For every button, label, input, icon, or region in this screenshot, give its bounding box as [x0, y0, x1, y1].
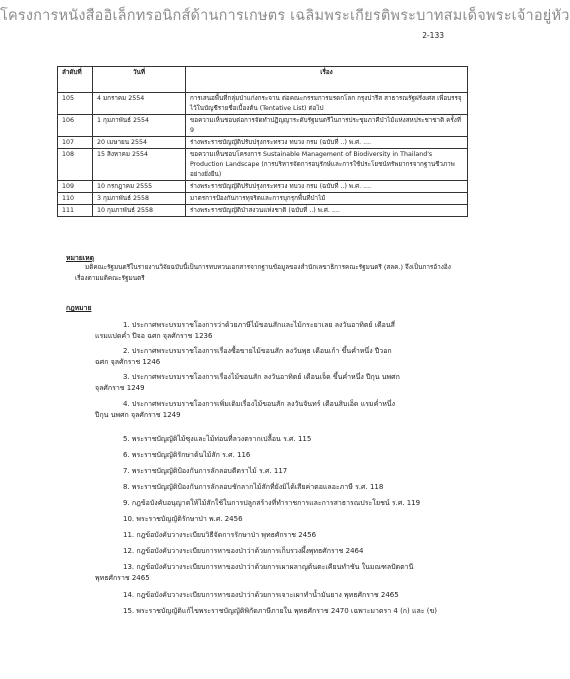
row-subject: มาตรการป้องกันการทุจริตและการบุกรุกพื้นที่ป่าไม้: [186, 193, 468, 205]
row-subject: ร่างพระราชบัญญัติปรับปรุงกระทรวง ทบวง กรม (ฉบับที่ ..) พ.ศ. ....: [186, 181, 468, 193]
row-date: 4 มกราคม 2554: [93, 93, 186, 115]
column-header-subject: เรื่อง: [186, 67, 468, 93]
remark-text: มติคณะรัฐมนตรีในรายงานวิจัยฉบับนี้เป็นการทบทวนเอกสารจากฐานข้อมูลของสำนักเลขาธิการคณะรัฐมนตรี (สลค.) จึงเป็นการอ้างอิงเรื่องตามมติคณะรัฐมนตรี: [75, 263, 451, 282]
law-item-line: 8. พระราชบัญญัติป้องกันการลักลอบชักลากไม้สักที่ยังมิได้เสียค่าตอแลอะภาษี ร.ศ. 118: [123, 483, 384, 491]
header-title: โครงการหนังสืออิเล็กทรอนิกส์ด้านการเกษตร เฉลิมพระเกียรติพระบาทสมเด็จพระเจ้าอยู่หัว: [0, 8, 570, 24]
table-row: [58, 205, 468, 217]
law-item-line: แรมแปดค่ำ ปีจอ ฉศก จุลศักราช 1236: [95, 332, 213, 340]
law-item-line: 4. ประกาศพระบรมราชโองการเพิ่มเติมเรื่องไม้ขอนสัก ลงวันจันทร์ เดือนสิบเอ็ด แรมค่ำหนึ่ง: [123, 400, 396, 408]
law-item: [55, 562, 475, 584]
law-item-line: 9. กฎข้อบังคับอนุญาตให้ไม้สักใช้ในการปลูกสร้างที่ทำราชการและการสาธารณประโยชน์ ร.ศ. 119: [123, 499, 421, 507]
law-item-line: จุลศักราช 1249: [95, 384, 145, 392]
row-date: 10 กุมภาพันธ์ 2558: [93, 205, 186, 217]
law-item: [55, 482, 475, 493]
row-date: 15 สิงหาคม 2554: [93, 149, 186, 181]
laws-heading: กฎหมาย: [66, 304, 92, 312]
page-number: 2-133: [422, 31, 444, 40]
law-item: [55, 590, 475, 601]
row-subject: การเสนอพื้นที่กลุ่มป่าแก่งกระจาน ต่อคณะกรรมการมรดกโลก กรุงปารีส สาธารณรัฐฝรั่งเศส เพื่อบรรจุไว้ในบัญชีรายชื่อเบื้องต้น (Tentative List) ต่อไป: [186, 93, 468, 115]
law-item-line: ปีกุน นพศก จุลศักราช 1249: [95, 411, 181, 419]
row-no: 105: [58, 93, 93, 115]
table-row: [58, 193, 468, 205]
table-header-row: [58, 67, 468, 93]
law-item: [55, 514, 475, 525]
law-item: [55, 606, 475, 617]
law-item: [55, 498, 475, 509]
law-item: [55, 434, 475, 445]
row-date: 10 กรกฎาคม 2555: [93, 181, 186, 193]
row-no: 106: [58, 115, 93, 137]
law-item-line: 13. กฎข้อบังคับวางระเบียบการหาของป่าว่าด้วยการเผาผลาญต้นตะเคียนทำชัน ในมณฑลปัตตานี: [123, 563, 414, 571]
column-header-date: วันที่: [93, 67, 186, 93]
table-row: [58, 137, 468, 149]
row-date: 3 กุมภาพันธ์ 2558: [93, 193, 186, 205]
row-no: 110: [58, 193, 93, 205]
law-item-line: ฉศก จุลศักราช 1246: [95, 358, 161, 366]
law-item-line: 3. ประกาศพระบรมราชโองการเรื่องไม้ขอนสัก ลงวันอาทิตย์ เดือนเจ็ด ขึ้นค่ำหนึ่ง ปีกุน นพศก: [123, 373, 400, 381]
row-subject: ร่างพระราชบัญญัติปรับปรุงกระทรวง ทบวง กรม (ฉบับที่ ..) พ.ศ. ....: [186, 137, 468, 149]
law-item: [55, 530, 475, 541]
resolution-table: [57, 66, 468, 217]
law-item-line: 6. พระราชบัญญัติรักษาต้นไม้สัก ร.ศ. 116: [123, 451, 251, 459]
row-no: 111: [58, 205, 93, 217]
law-item-line: 5. พระราชบัญญัติไม้ซุงและไม้ท่อนที่ลวงตรากเปลื้อน ร.ศ. 115: [123, 435, 312, 443]
law-item-line: 11. กฎข้อบังคับวางระเบียบวิธีจัดการรักษาป่า พุทธศักราช 2456: [123, 531, 317, 539]
law-item-line: 7. พระราชบัญญัติป้องกันการลักลอบตีตราไม้ ร.ศ. 117: [123, 467, 288, 475]
law-item: [55, 450, 475, 461]
row-date: 20 เมษายน 2554: [93, 137, 186, 149]
row-no: 108: [58, 149, 93, 181]
law-item: [55, 466, 475, 477]
column-header-no: ลำดับที่: [58, 67, 93, 93]
law-item-line: 12. กฎข้อบังคับวางระเบียบการหาของป่าว่าด้วยการเก็บรวงผึ้งพุทธศักราช 2464: [123, 547, 364, 555]
law-item: [55, 372, 475, 394]
row-no: 109: [58, 181, 93, 193]
law-item: [55, 320, 475, 342]
row-no: 107: [58, 137, 93, 149]
row-subject: ร่างพระราชบัญญัติป่าสงวนแห่งชาติ (ฉบับที่ ..) พ.ศ. ....: [186, 205, 468, 217]
law-item-line: 15. พระราชบัญญัติแก้ไขพระราชบัญญัติพิกัดภาษีภายใน พุทธศักราช 2470 เฉพาะมาตรา 4 (ก) และ (ข): [123, 607, 438, 615]
row-date: 1 กุมภาพันธ์ 2554: [93, 115, 186, 137]
law-item-line: 10. พระราชบัญญัติรักษาป่า พ.ศ. 2456: [123, 515, 243, 523]
law-item: [55, 346, 475, 368]
table-row: [58, 115, 468, 137]
law-item: [55, 399, 475, 421]
remark-heading: หมายเหตุ: [66, 254, 94, 262]
law-item-line: 2. ประกาศพระบรมราชโองการเรื่องซื้อขายไม้ขอนสัก ลงวันพุธ เดือนเก้า ขึ้นค่ำหนึ่ง ปีวอก: [123, 347, 392, 355]
row-subject: ขอความเห็นชอบต่อการจัดทำปฏิญญาระดับรัฐมนตรีในการประชุมภาคีป่าไม้แห่งสหประชาชาติ ครั้งที่ 9: [186, 115, 468, 137]
law-item: [55, 546, 475, 557]
law-item-line: พุทธศักราช 2465: [95, 574, 150, 582]
table-row: [58, 149, 468, 181]
table-row: [58, 93, 468, 115]
table-row: [58, 181, 468, 193]
law-item-line: 14. กฎข้อบังคับวางระเบียบการหาของป่าว่าด้วยการเจาะเผาทำน้ำมันยาง พุทธศักราช 2465: [123, 591, 399, 599]
row-subject: ขอความเห็นชอบโครงการ Sustainable Management of Biodiversity in Thailand's Production Landscape (การบริหารจัดการอนุรักษ์และการใช้ประโยชน์ทรัพยากรจากฐานชีวภาพอย่างยั่งยืน): [186, 149, 468, 181]
law-item-line: 1. ประกาศพระบรมราชโองการว่าด้วยภาษีไม้ขอนสักและไม้กระยาเลย ลงวันอาทิตย์ เดือนสี่: [123, 321, 395, 329]
